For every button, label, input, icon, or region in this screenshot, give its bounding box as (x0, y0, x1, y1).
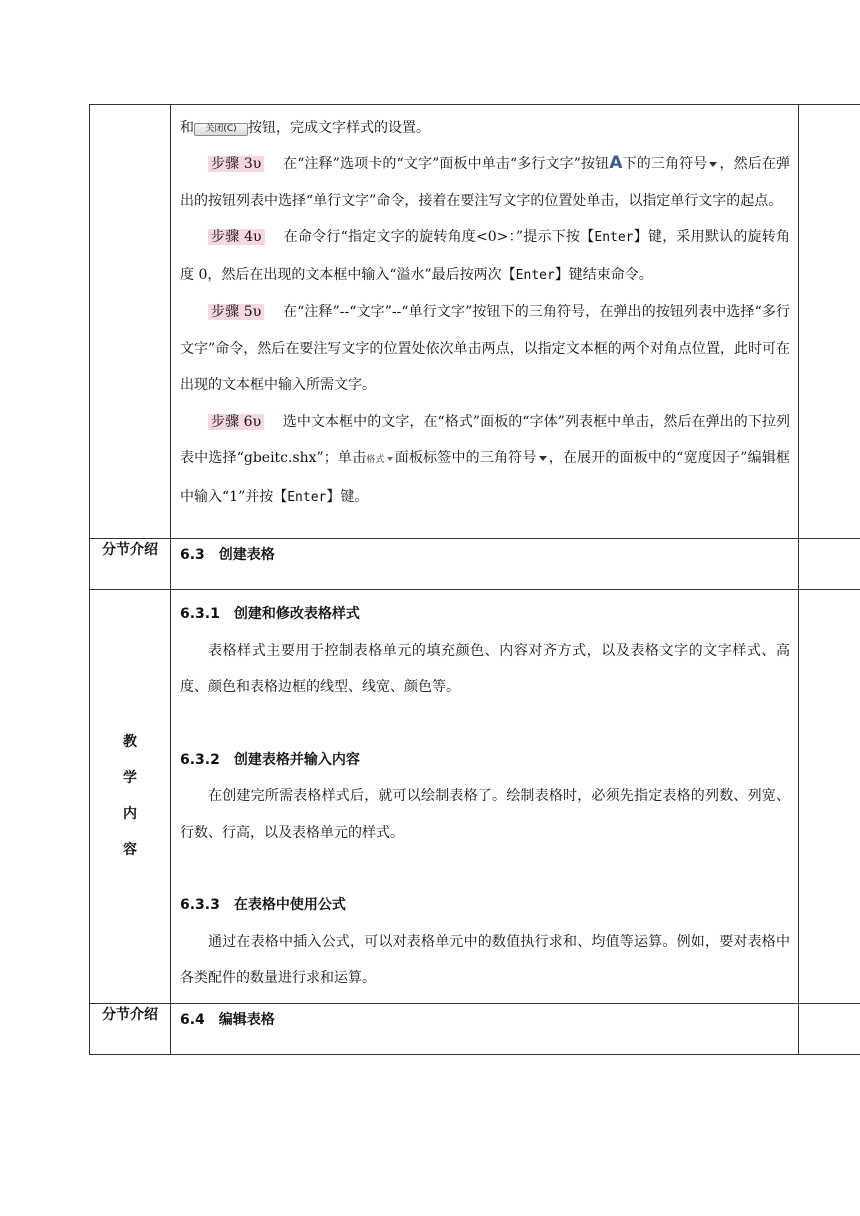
text: 在命令行“指定文字的旋转角度<0>：”提示下按【 (283, 229, 595, 245)
teaching-label-cell (90, 590, 171, 1004)
empty-label-cell (90, 105, 171, 539)
label-char: 学 (123, 770, 137, 787)
section-title-cell (171, 539, 799, 590)
dropdown-triangle-icon (709, 162, 717, 167)
subsection-heading: 6.3.2 创建表格并输入内容 (180, 751, 360, 768)
step-3 (180, 145, 790, 219)
text: ，然后在弹出的按钮列表中选择“单行文字”命令，接着在要注写文字的位置处单击，以指定单行文字的起点。 (180, 156, 791, 209)
subsection-heading: 6.3.1 创建和修改表格样式 (180, 606, 360, 622)
step-4 (180, 219, 790, 294)
key-name: Enter (594, 230, 634, 245)
empty-right-cell (799, 105, 860, 539)
dropdown-triangle-icon (539, 456, 547, 461)
step-label: 步骤 5υ (208, 304, 264, 320)
text: 】键。 (326, 488, 369, 505)
section-label: 分节介绍 (102, 1006, 158, 1023)
subsection-body: 表格样式主要用于控制表格单元的填充颜色、内容对齐方式，以及表格文字的文字样式、高度、颜色和表格边框的线型、线宽、颜色等。 (180, 642, 790, 695)
table-row (90, 105, 860, 539)
table-row (90, 590, 860, 1004)
empty-right-cell (799, 1003, 860, 1054)
section-title: 6.4 编辑表格 (180, 1011, 275, 1028)
subsection-heading: 6.3.3 在表格中使用公式 (180, 897, 346, 913)
multiline-text-icon: A (609, 153, 623, 173)
line-close-button (180, 111, 790, 145)
teaching-content-label (90, 724, 170, 868)
text: ，在展开的面板中的“宽度因子”编辑框中输入“1”并按【 (180, 450, 790, 505)
text: 】键，采用默认的旋转角度 0，然后在出现的文本框中输入“溢水”最后按两次【 (180, 229, 791, 283)
subsection-body: 通过在表格中插入公式，可以对表格单元中的数值执行求和、均值等运算。例如，要对表格中各类配件的数量进行求和运算。 (180, 933, 790, 986)
key-name: Enter (287, 489, 327, 505)
table-row (90, 539, 860, 590)
format-panel-tab-image (366, 455, 394, 465)
table-row (90, 1003, 860, 1054)
dropdown-triangle-icon (387, 457, 393, 461)
text: 在“注释”--“文字”--“单行文字”按钮下的三角符号，在弹出的按钮列表中选择“多行文字”命令，然后在要注写文字的位置处依次单击两点，以指定文本框的两个对角点位置，此时可在出现的文本框中输入所需文字。 (180, 304, 790, 393)
empty-right-cell (799, 539, 860, 590)
step-6 (180, 404, 790, 517)
lesson-table (89, 104, 860, 1055)
section-title-cell (171, 1003, 799, 1054)
step-label: 步骤 6υ (208, 414, 264, 430)
label-char: 容 (123, 842, 137, 859)
step-label: 步骤 4υ (208, 229, 265, 245)
text: 在“注释”选项卡的“文字”面板中单击“多行文字”按钮 (283, 156, 610, 172)
text: 按钮，完成文字样式的设置。 (248, 120, 430, 136)
text: 面板标签中的三角符号 (394, 450, 537, 466)
step-5 (180, 294, 790, 404)
text: 和 (180, 120, 194, 136)
text: 】键结束命令。 (554, 266, 653, 283)
section-label-cell (90, 539, 171, 590)
text: 下的三角符号 (622, 156, 708, 172)
empty-right-cell (799, 590, 860, 1004)
key-name: Enter (515, 267, 555, 283)
section-label: 分节介绍 (102, 542, 158, 558)
label-char: 教 (123, 734, 137, 751)
subsection-body: 在创建完所需表格样式后，就可以绘制表格了。绘制表格时，必须先指定表格的列数、列宽、行数、行高，以及表格单元的样式。 (180, 788, 790, 841)
tab-label: 格式 (366, 455, 385, 465)
close-button-image: 关闭(C) (194, 123, 248, 136)
step-label: 步骤 3υ (208, 156, 264, 172)
label-char: 内 (123, 806, 137, 823)
steps-cell (171, 105, 799, 539)
section-label-cell (90, 1003, 171, 1054)
teaching-content-cell (171, 590, 799, 1004)
section-title: 6.3 创建表格 (180, 547, 275, 563)
text: 选中文本框中的文字，在“格式”面板的“字体”列表框中单击，然后在弹出的下拉列表中选择“gbeitc.shx”；单击 (180, 413, 791, 466)
